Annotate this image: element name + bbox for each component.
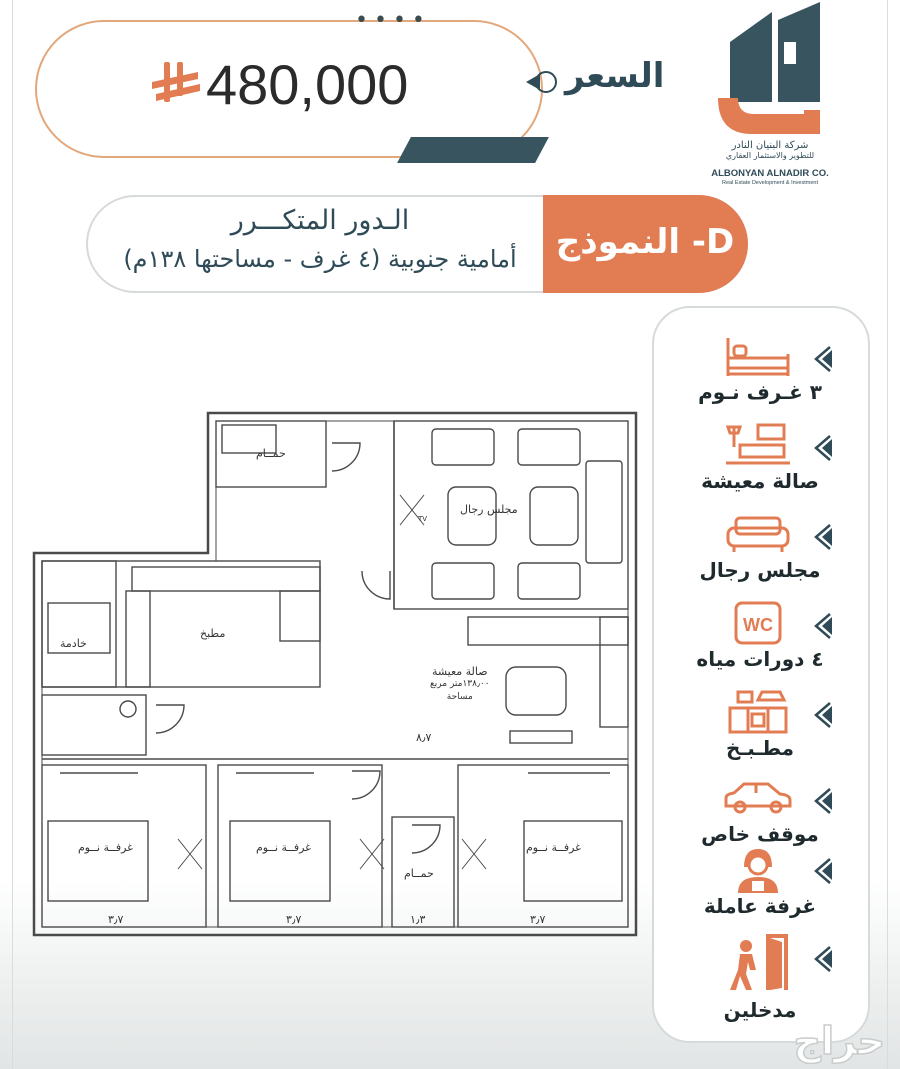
company-name-english: ALBONYAN ALNADIR CO. — [711, 168, 829, 179]
riyal-currency-icon — [150, 60, 202, 106]
decorative-dots: •••• — [355, 8, 431, 33]
room-label-center-bath: حمــام — [404, 867, 434, 880]
living-room-icon — [722, 423, 794, 469]
price-value: 480,000 — [206, 53, 409, 116]
svg-text:حراج: حراج — [793, 1019, 885, 1063]
room-label-bedroom-2: غرفــة نــوم — [256, 841, 311, 854]
teal-accent-bar — [397, 137, 549, 163]
dimension-bedroom-2: ٣٫٧ — [286, 913, 302, 926]
price-label: السعر — [565, 56, 665, 96]
maid-icon — [722, 846, 794, 894]
floor-plan-drawing — [20, 395, 650, 955]
arrow-marker-icon — [812, 786, 838, 816]
watermark-logo — [680, 1016, 890, 1064]
room-label-majlis: مجلس رجال — [460, 503, 518, 516]
model-label: النموذج -D — [555, 222, 735, 262]
arrow-marker-icon — [812, 611, 838, 641]
watermark — [680, 1016, 890, 1064]
feature-parking: موقف خاص — [660, 776, 860, 862]
feature-bathrooms: WC ٤ دورات مياه — [660, 601, 860, 687]
feature-kitchen: مطـبـخ — [660, 690, 860, 776]
wc-icon — [722, 601, 794, 647]
unit-description: أمامية جنوبية (٤ غرف - مساحتها ١٣٨م) — [123, 245, 517, 273]
dimension-bedroom-1: ٣٫٧ — [108, 913, 124, 926]
entrance-icon — [722, 930, 794, 992]
company-logo — [712, 2, 830, 140]
dimension-center-bath: ١٫٣ — [410, 913, 426, 926]
room-label-top-bath: حمــام — [256, 447, 286, 460]
feature-entrances: مدخلين — [660, 930, 860, 1030]
room-label-maid: خادمة — [60, 637, 87, 650]
dimension-87: ٨٫٧ — [416, 731, 432, 744]
arrow-marker-icon — [812, 344, 838, 374]
feature-maid-room: غرفة عاملة — [660, 846, 860, 946]
arrow-marker-icon — [812, 700, 838, 730]
sofa-icon — [722, 512, 794, 558]
floor-title: الـدور المتكـــرر — [230, 205, 410, 236]
arrow-marker-icon — [812, 856, 838, 886]
feature-majlis: مجلس رجال — [660, 512, 860, 598]
arrow-marker-icon — [812, 433, 838, 463]
company-name-arabic: شركة البنيان النادر للتطوير والاستثمار العقاري — [725, 140, 815, 160]
room-label-bedroom-1: غرفــة نــوم — [78, 841, 133, 854]
floor-plan — [20, 395, 650, 955]
svg-text:WC: WC — [743, 615, 773, 635]
bed-icon — [722, 334, 794, 380]
feature-living-room: صالة معيشة — [660, 423, 860, 509]
room-label-kitchen: مطبخ — [200, 627, 226, 640]
tv-label: TV — [418, 515, 428, 523]
arrow-marker-icon — [812, 944, 838, 974]
feature-bedrooms: ٣ غـرف نـوم — [660, 334, 860, 420]
car-icon — [722, 776, 794, 822]
arrow-marker-icon — [812, 522, 838, 552]
dimension-bedroom-3: ٣٫٧ — [530, 913, 546, 926]
company-tagline-english: Real Estate Development & Investment — [722, 180, 818, 186]
marker-icon — [522, 68, 558, 96]
kitchen-icon — [722, 690, 794, 736]
room-label-bedroom-3: غرفــة نــوم — [526, 841, 581, 854]
room-label-living: صالة معيشة ١٣٨٫٠٠متر مربع مساحة — [430, 665, 490, 702]
